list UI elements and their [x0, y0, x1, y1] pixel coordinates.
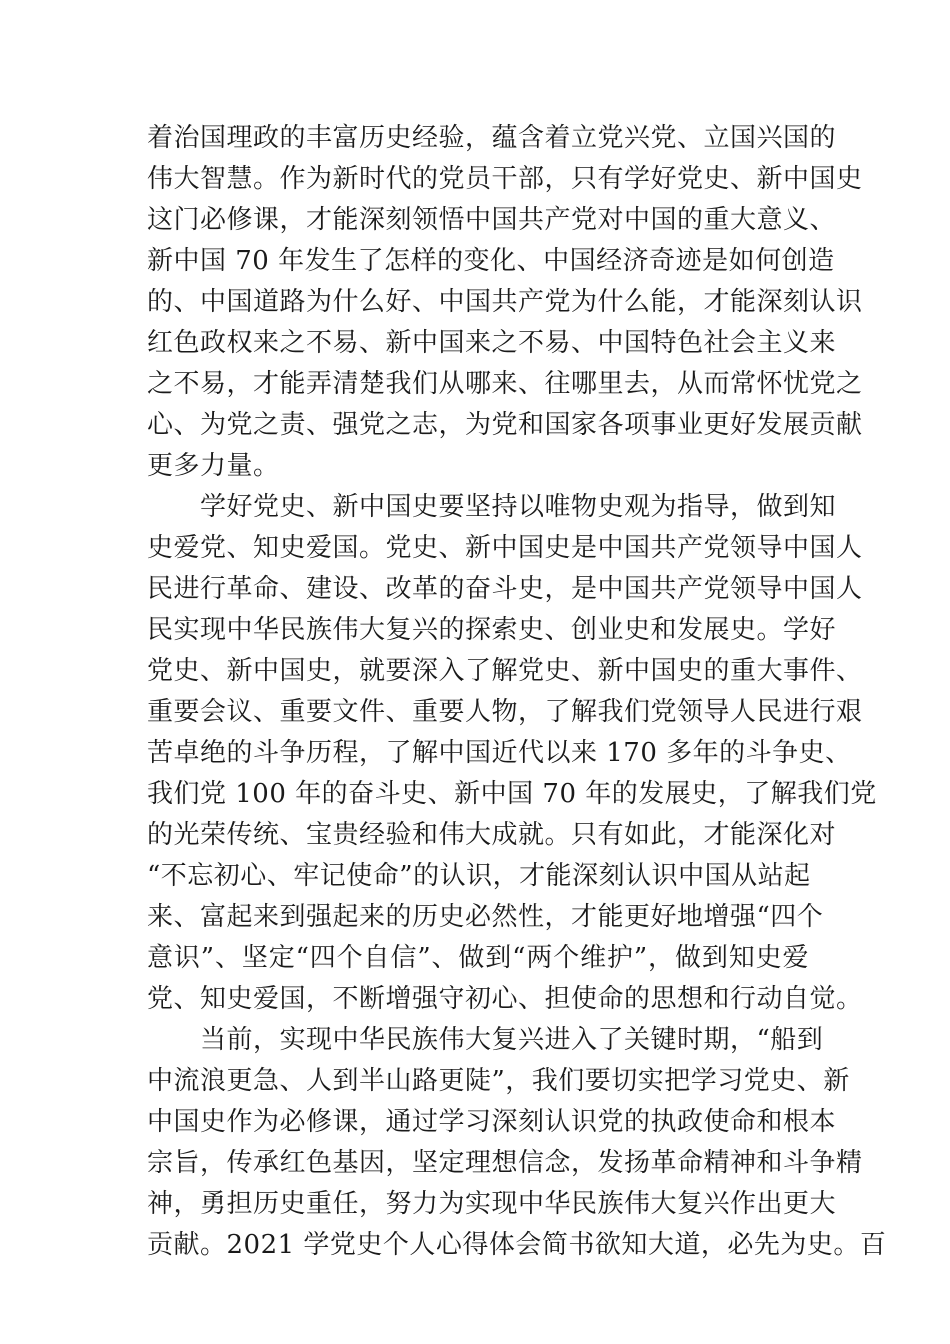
text-line: 我们党 100 年的奋斗史、新中国 70 年的发展史，了解我们党 — [147, 779, 877, 809]
text-line: 史爱党、知史爱国。党史、新中国史是中国共产党领导中国人 — [147, 533, 863, 563]
text-line: 重要会议、重要文件、重要人物，了解我们党领导人民进行艰 — [147, 697, 863, 727]
document-body — [147, 118, 887, 1266]
text-line: 来、富起来到强起来的历史必然性，才能更好地增强“四个 — [147, 902, 824, 932]
text-line: 神，勇担历史重任，努力为实现中华民族伟大复兴作出更大 — [147, 1189, 837, 1219]
text-line: 党、知史爱国，不断增强守初心、担使命的思想和行动自觉。 — [147, 984, 863, 1014]
text-line: 中国史作为必修课，通过学习深刻认识党的执政使命和根本 — [147, 1107, 837, 1137]
text-line: 这门必修课，才能深刻领悟中国共产党对中国的重大意义、 — [147, 205, 837, 235]
text-line: 学好党史、新中国史要坚持以唯物史观为指导，做到知 — [147, 492, 837, 522]
text-line: 当前，实现中华民族伟大复兴进入了关键时期，“船到 — [147, 1025, 824, 1055]
text-line: 意识”、坚定“四个自信”、做到“两个维护”，做到知史爱 — [147, 943, 809, 973]
text-line: “不忘初心、牢记使命”的认识，才能深刻认识中国从站起 — [147, 861, 811, 891]
text-line: 新中国 70 年发生了怎样的变化、中国经济奇迹是如何创造 — [147, 246, 835, 276]
text-line: 红色政权来之不易、新中国来之不易、中国特色社会主义来 — [147, 328, 837, 358]
text-line: 之不易，才能弄清楚我们从哪来、往哪里去，从而常怀忧党之 — [147, 369, 863, 399]
text-line: 的、中国道路为什么好、中国共产党为什么能，才能深刻认识 — [147, 287, 863, 317]
text-line: 心、为党之责、强党之志，为党和国家各项事业更好发展贡献 — [147, 410, 863, 440]
text-line: 民实现中华民族伟大复兴的探索史、创业史和发展史。学好 — [147, 615, 837, 645]
text-line: 着治国理政的丰富历史经验，蕴含着立党兴党、立国兴国的 — [147, 123, 837, 153]
text-line: 民进行革命、建设、改革的奋斗史，是中国共产党领导中国人 — [147, 574, 863, 604]
text-line: 伟大智慧。作为新时代的党员干部，只有学好党史、新中国史 — [147, 164, 863, 194]
text-line: 的光荣传统、宝贵经验和伟大成就。只有如此，才能深化对 — [147, 820, 837, 850]
text-line: 贡献。2021 学党史个人心得体会简书欲知大道，必先为史。百 — [147, 1230, 887, 1260]
text-line: 党史、新中国史，就要深入了解党史、新中国史的重大事件、 — [147, 656, 863, 686]
text-line: 更多力量。 — [147, 451, 280, 481]
text-line: 苦卓绝的斗争历程，了解中国近代以来 170 多年的斗争史、 — [147, 738, 852, 768]
text-line: 宗旨，传承红色基因，坚定理想信念，发扬革命精神和斗争精 — [147, 1148, 863, 1178]
text-line: 中流浪更急、人到半山路更陡”，我们要切实把学习党史、新 — [147, 1066, 850, 1096]
